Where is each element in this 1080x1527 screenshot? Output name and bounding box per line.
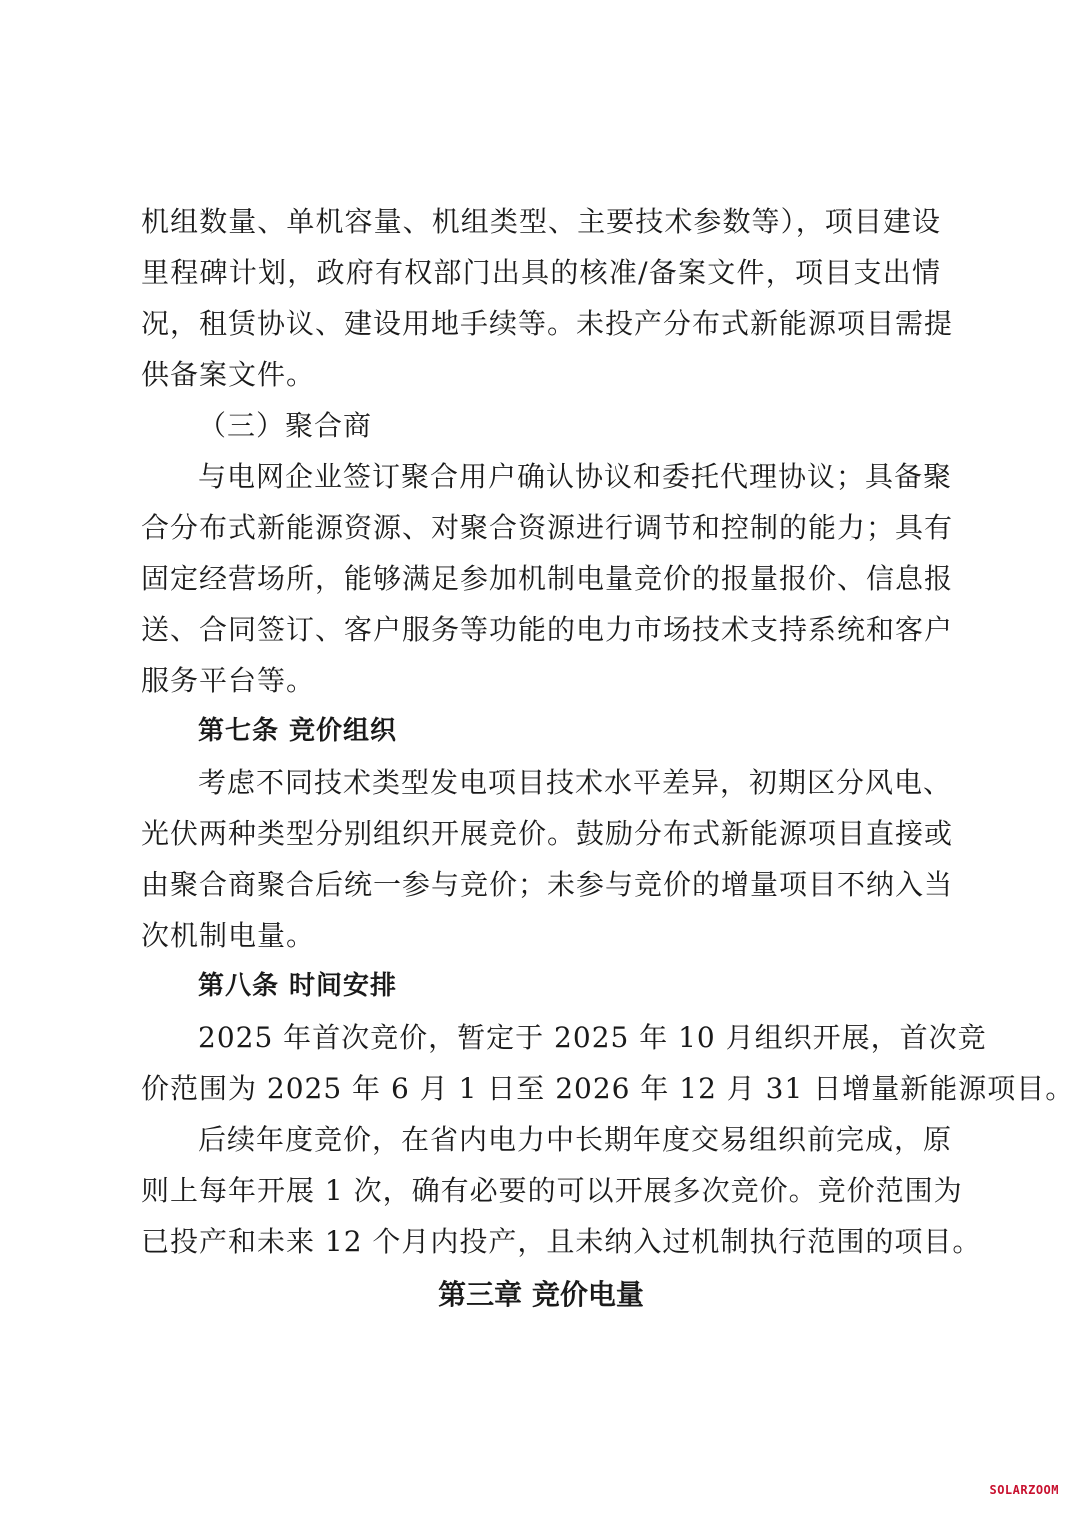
text-line: 固定经营场所，能够满足参加机制电量竞价的报量报价、信息报 — [141, 562, 954, 595]
section-heading: （三）聚合商 — [198, 409, 373, 442]
text-line: 次机制电量。 — [141, 919, 316, 952]
text-line: 后续年度竞价，在省内电力中长期年度交易组织前完成，原 — [198, 1123, 953, 1156]
text-line: 则上每年开展 1 次，确有必要的可以开展多次竞价。竞价范围为 — [141, 1174, 963, 1207]
text-line: 与电网企业签订聚合用户确认协议和委托代理协议；具备聚 — [198, 460, 953, 493]
text-line: 由聚合商聚合后统一参与竞价；未参与竞价的增量项目不纳入当 — [141, 868, 954, 901]
text-line: 考虑不同技术类型发电项目技术水平差异，初期区分风电、 — [198, 766, 953, 799]
document-page — [141, 196, 1075, 1323]
text-line: 价范围为 2025 年 6 月 1 日至 2026 年 12 月 31 日增量新能源项目。 — [141, 1072, 1075, 1105]
text-line: 况，租赁协议、建设用地手续等。未投产分布式新能源项目需提 — [141, 307, 954, 340]
text-line: 光伏两种类型分别组织开展竞价。鼓励分布式新能源项目直接或 — [141, 817, 954, 850]
text-line: 合分布式新能源资源、对聚合资源进行调节和控制的能力；具有 — [141, 511, 954, 544]
article-heading: 第八条 时间安排 — [198, 971, 398, 1001]
text-line: 服务平台等。 — [141, 664, 316, 697]
article-heading: 第七条 竞价组织 — [198, 716, 398, 746]
text-line: 2025 年首次竞价，暂定于 2025 年 10 月组织开展，首次竞 — [198, 1021, 987, 1054]
text-line: 已投产和未来 12 个月内投产，且未纳入过机制执行范围的项目。 — [141, 1225, 982, 1258]
watermark-logo: SOLARZOOM — [989, 1483, 1059, 1497]
text-line: 机组数量、单机容量、机组类型、主要技术参数等），项目建设 — [141, 205, 941, 238]
text-line: 里程碑计划，政府有权部门出具的核准/备案文件，项目支出情 — [141, 256, 941, 289]
text-line: 送、合同签订、客户服务等功能的电力市场技术支持系统和客户 — [141, 613, 954, 646]
text-line: 供备案文件。 — [141, 358, 316, 391]
chapter-title: 第三章 竞价电量 — [438, 1278, 644, 1311]
